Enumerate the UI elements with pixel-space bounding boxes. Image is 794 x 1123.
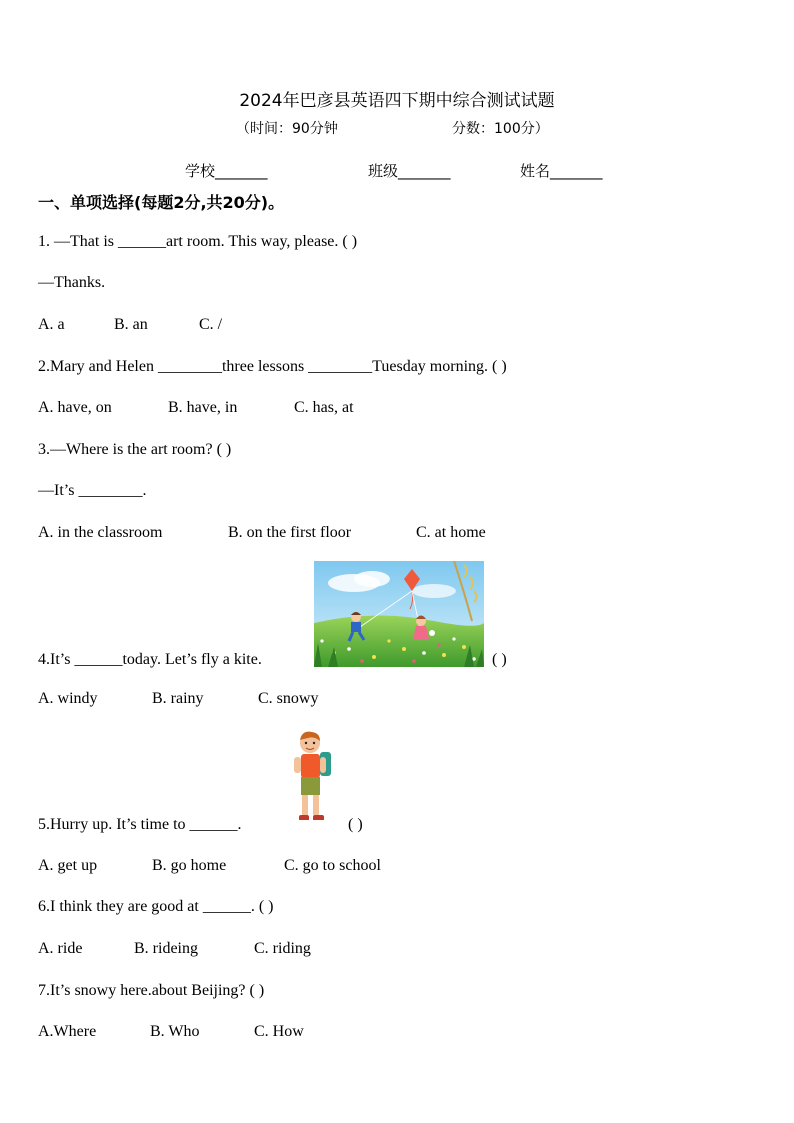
q3-option-a: A. in the classroom [38, 524, 163, 541]
q6-option-c: C. riding [254, 940, 311, 957]
q5-option-a: A. get up [38, 857, 98, 874]
question-3: 3.—Where is the art room? ( ) [38, 441, 232, 458]
question-5: 5.Hurry up. It’s time to ______. [38, 816, 242, 833]
q1-option-a: A. a [38, 316, 65, 333]
question-3-reply: —It’s ________. [38, 482, 147, 499]
name-field: 姓名_______ [520, 162, 603, 180]
class-field: 班级_______ [368, 162, 451, 180]
schoolboy-image [290, 730, 334, 828]
school-field: 学校_______ [185, 162, 268, 180]
q3-option-b: B. on the first floor [228, 524, 352, 541]
section-title: 一、单项选择(每题2分,共20分)。 [38, 193, 285, 212]
q2-option-a: A. have, on [38, 399, 112, 416]
q3-option-c: C. at home [416, 524, 486, 541]
q4-option-c: C. snowy [258, 690, 319, 707]
q7-option-c: C. How [254, 1023, 304, 1040]
exam-time: （时间：90分钟 [236, 121, 338, 137]
question-4: 4.It’s ______today. Let’s fly a kite. [38, 651, 262, 668]
q7-option-b: B. Who [150, 1023, 200, 1040]
q2-option-c: C. has, at [294, 399, 354, 416]
q5-option-c: C. go to school [284, 857, 381, 874]
q1-option-b: B. an [114, 316, 148, 333]
q2-option-b: B. have, in [168, 399, 238, 416]
question-6: 6.I think they are good at ______. ( ) [38, 898, 274, 915]
q1-option-c: C. / [199, 316, 223, 333]
q5-answer-blank: ( ) [348, 816, 363, 833]
question-7: 7.It’s snowy here.about Beijing? ( ) [38, 982, 265, 999]
q6-option-a: A. ride [38, 940, 83, 957]
kite-scene-image [314, 561, 484, 667]
question-1: 1. —That is ______art room. This way, please. ( ) [38, 233, 358, 250]
q4-answer-blank: ( ) [492, 651, 507, 668]
page-title: 2024年巴彦县英语四下期中综合测试试题 [239, 91, 555, 111]
question-1-reply: —Thanks. [38, 274, 106, 291]
question-2: 2.Mary and Helen ________three lessons ________Tuesday morning. ( ) [38, 358, 507, 375]
exam-score: 分数：100分） [452, 121, 549, 137]
q5-option-b: B. go home [152, 857, 227, 874]
q4-option-b: B. rainy [152, 690, 204, 707]
q6-option-b: B. rideing [134, 940, 198, 957]
q7-option-a: A.Where [38, 1023, 97, 1040]
q4-option-a: A. windy [38, 690, 98, 707]
